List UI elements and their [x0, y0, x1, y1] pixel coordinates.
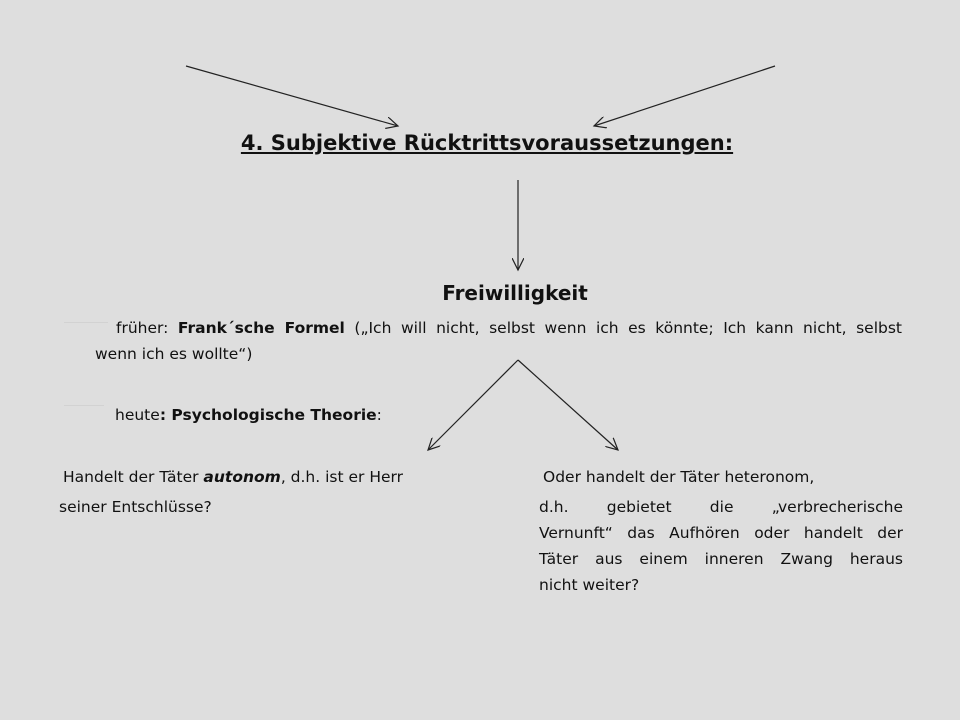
psych-theorie-term: : Psychologische Theorie: [159, 406, 377, 424]
faint-line: [64, 322, 108, 323]
left-branch-post: , d.h. ist er Herr: [280, 468, 403, 486]
frueher-prefix: früher:: [116, 319, 178, 337]
arrow-top-right: [594, 66, 775, 126]
right-branch-line3: Vernunft“ das Aufhören oder handelt der: [539, 524, 903, 542]
faint-line: [64, 405, 104, 406]
heute-suffix: :: [376, 406, 382, 424]
heute-line: [115, 404, 382, 426]
frueher-line1: [116, 317, 902, 339]
frueher-quote: („Ich will nicht, selbst wenn ich es könnte; Ich kann nicht, selbst: [344, 319, 902, 337]
left-branch-pre: Handelt der Täter: [63, 468, 204, 486]
slide-heading: 4. Subjektive Rücktrittsvoraussetzungen:: [240, 131, 734, 155]
right-branch-line5: nicht weiter?: [539, 576, 640, 594]
frank-formel-term: Frank´sche Formel: [177, 319, 345, 337]
concept-title: Freiwilligkeit: [442, 281, 588, 305]
arrow-top-left: [186, 66, 398, 126]
arrow-branch-left: [428, 360, 518, 450]
frueher-line2: wenn ich es wollte“): [95, 345, 253, 363]
right-branch-line2: d.h. gebietet die „verbrecherische: [539, 498, 903, 516]
right-branch-line4: Täter aus einem inneren Zwang heraus: [539, 550, 903, 568]
right-branch-line1: Oder handelt der Täter heteronom,: [543, 468, 815, 486]
left-branch-line2: seiner Entschlüsse?: [59, 498, 212, 516]
arrow-branch-right: [518, 360, 618, 450]
heute-prefix: heute: [115, 406, 160, 424]
left-branch-line1: [63, 466, 403, 488]
autonom-term: autonom: [203, 468, 281, 486]
